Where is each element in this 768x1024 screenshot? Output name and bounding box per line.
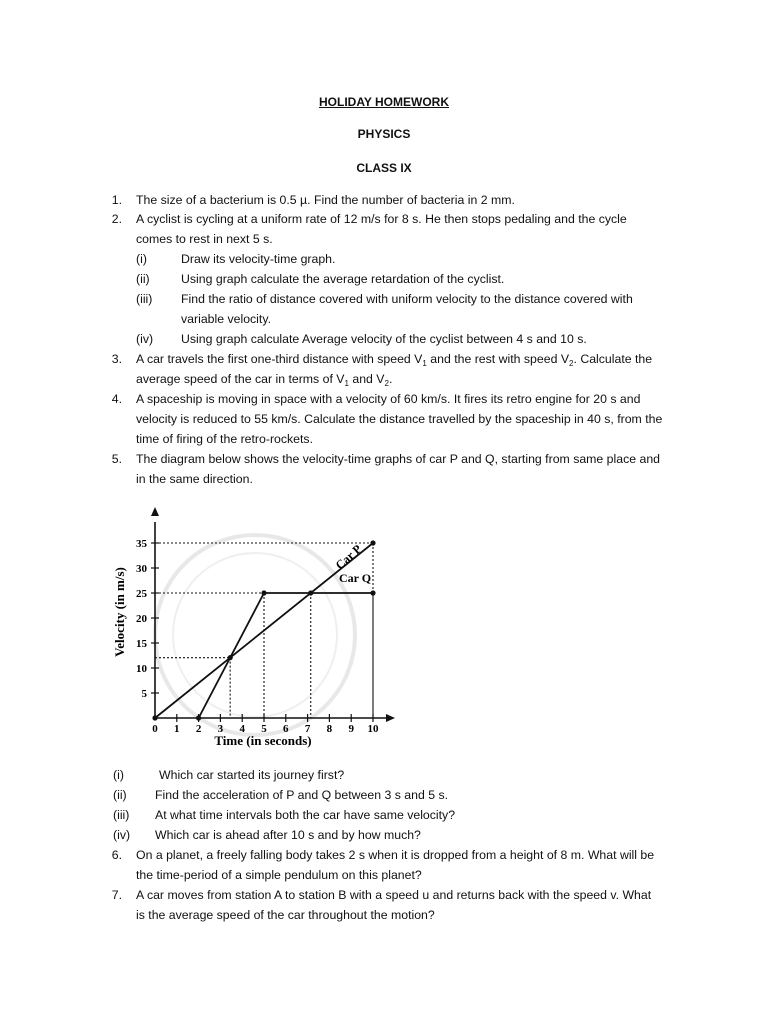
watermark-circle: [155, 535, 355, 735]
subquestion-label: (iii): [136, 292, 153, 306]
question-number: 1.: [111, 193, 122, 207]
y-tick-label: 30: [136, 563, 147, 575]
x-tick-label: 9: [348, 723, 354, 735]
x-axis-label: Time (in seconds): [214, 733, 312, 748]
x-tick-label: 8: [326, 723, 333, 735]
class-heading: CLASS IX: [356, 161, 412, 175]
y-tick-label: 25: [136, 588, 147, 600]
series-line-car-q: [199, 593, 373, 718]
question-number: 6.: [111, 848, 122, 862]
question-text: The size of a bacterium is 0.5 µ. Find the number of bacteria in 2 mm.: [136, 193, 515, 207]
subject-heading: PHYSICS: [357, 127, 411, 141]
data-point: [152, 715, 157, 720]
question-number: 2.: [111, 212, 122, 226]
x-tick-label: 1: [174, 723, 180, 735]
question-text: A car travels the first one-third distance with speed $V_1$ and the rest with speed $V_2$. Calculate the: [136, 352, 653, 368]
series-label-car-p: Car P: [332, 541, 365, 573]
y-tick-label: 5: [141, 688, 147, 700]
subquestion-text: Which car is ahead after 10 s and by how much?: [155, 828, 421, 842]
data-point: [370, 540, 375, 545]
question-text: A cyclist is cycling at a uniform rate of 12 m/s for 8 s. He then stops pedaling and the cycle: [136, 212, 627, 226]
subquestion-text: Using graph calculate Average velocity of the cyclist between 4 s and 10 s.: [181, 332, 587, 346]
subquestion-label: (i): [113, 768, 124, 782]
y-axis-arrow: [151, 507, 159, 516]
subquestion-text: At what time intervals both the car have same velocity?: [155, 808, 456, 822]
question-text: velocity is reduced to 55 km/s. Calculate the distance travelled by the spaceship in 40 s, from the: [136, 412, 663, 426]
question-text: A car moves from station A to station B with a speed u and returns back with the speed v. What: [136, 888, 652, 902]
y-tick-label: 35: [136, 538, 147, 550]
subquestion-label: (ii): [136, 272, 150, 286]
question-text: A spaceship is moving in space with a velocity of 60 km/s. It fires its retro engine for 20 s and: [136, 392, 641, 406]
y-tick-label: 20: [136, 613, 147, 625]
question-number: 3.: [111, 352, 122, 366]
y-axis-label: Velocity (in m/s): [112, 567, 127, 657]
question-text: average speed of the car in terms of $V_1$ and $V_2$.: [136, 372, 393, 388]
x-tick-label: 2: [195, 723, 202, 735]
crossing-point: [308, 590, 313, 595]
subquestion-label: (ii): [113, 788, 127, 802]
x-axis-arrow: [386, 714, 395, 722]
question-text: The diagram below shows the velocity-time graphs of car P and Q, starting from same place and: [136, 452, 661, 466]
question-text: is the average speed of the car throughout the motion?: [136, 908, 435, 922]
x-tick-label: 6: [283, 723, 289, 735]
question-text: On a planet, a freely falling body takes 2 s when it is dropped from a height of 8 m. What will be: [136, 848, 655, 862]
x-tick-label: 4: [239, 723, 245, 735]
subquestion-text: Draw its velocity-time graph.: [181, 252, 336, 266]
data-point: [196, 715, 201, 720]
question-number: 7.: [111, 888, 122, 902]
series-label-car-q: Car Q: [339, 571, 372, 585]
subquestion-label: (i): [136, 252, 147, 266]
x-tick-label: 10: [367, 723, 379, 735]
question-text: comes to rest in next 5 s.: [136, 232, 273, 246]
crossing-point: [228, 655, 233, 660]
x-tick-label: 5: [261, 723, 267, 735]
subquestion-text: Find the acceleration of P and Q between 3 s and 5 s.: [155, 788, 449, 802]
y-tick-label: 15: [136, 638, 147, 650]
page-title: HOLIDAY HOMEWORK: [318, 95, 449, 109]
question-text: in the same direction.: [136, 472, 253, 486]
subquestion-label: (iv): [113, 828, 131, 842]
question-text: time of firing of the retro-rockets.: [136, 432, 314, 446]
subquestion-label: (iv): [136, 332, 154, 346]
question-number: 4.: [111, 392, 122, 406]
x-tick-label: 3: [217, 723, 224, 735]
subquestion-text: Using graph calculate the average retardation of the cyclist.: [181, 272, 505, 286]
subquestion-text: Which car started its journey first?: [159, 768, 345, 782]
subquestion-label: (iii): [113, 808, 130, 822]
subquestion-text: Find the ratio of distance covered with uniform velocity to the distance covered with: [181, 292, 633, 306]
watermark-circle: [173, 553, 337, 717]
subquestion-text: variable velocity.: [181, 312, 271, 326]
x-tick-label: 7: [304, 723, 311, 735]
question-number: 5.: [111, 452, 122, 466]
x-tick-label: 0: [152, 723, 158, 735]
y-tick-label: 10: [136, 663, 147, 675]
data-point: [261, 590, 266, 595]
data-point: [370, 590, 375, 595]
question-text: the time-period of a simple pendulum on this planet?: [136, 868, 422, 882]
